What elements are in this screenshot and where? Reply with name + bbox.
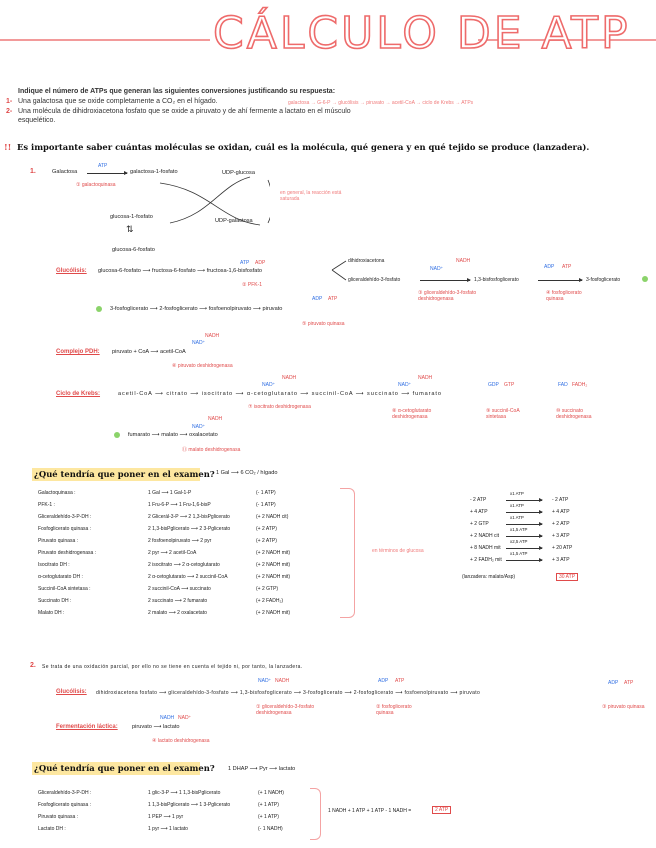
- p2-pgk-atp: ATP: [395, 678, 405, 684]
- galactosa-node: Galactosa: [52, 169, 78, 175]
- g3pdh-nadh: NADH: [456, 258, 471, 264]
- exam-1-row-eq: 2 α-cetoglutarato ⟶ 2 succinil-CoA: [148, 574, 228, 580]
- pg3-node: 3-fosfoglicerato: [586, 277, 621, 283]
- atp-label: ATP: [98, 163, 108, 169]
- akg-nad: NAD⁺: [398, 382, 412, 388]
- lanzadera-note: (lanzadera: malato/Asp): [462, 574, 516, 580]
- krebs-chain-2: fumarato ⟶ malato ⟶ oxalacetato: [128, 432, 218, 438]
- krebs-chain-1: acetil-CoA ⟶ citrato ⟶ isocitrato ⟶ α-cetoglutarato ⟶ succinil-CoA ⟶ succinato ⟶ fumarato: [118, 391, 442, 397]
- exam-1-row-eq: 2 malato ⟶ 2 oxalacetato: [148, 610, 207, 616]
- glucosa6p-node: glucosa-6-fosfato: [112, 247, 155, 253]
- exam-2-row-eq: 1 1,3-bisPglicerato ⟶ 1 3-Pglicerato: [148, 802, 231, 808]
- g3pdh-label: ③ gliceraldehído-3-fosfato deshidrogenasa: [418, 290, 477, 302]
- important-note: Es importante saber cuántas moléculas se oxidan, cuál es la molécula, qué genera y en qué tejido se produce (lanzadera).: [17, 142, 590, 152]
- total-atp-2: 2 ATP: [432, 806, 451, 814]
- idh-nadh: NADH: [282, 375, 297, 381]
- exam-2-row-name: Fosfoglicerato quinasa :: [38, 802, 92, 808]
- exam-1-row-name: Succinato DH :: [38, 598, 72, 604]
- pgk-adp: ADP: [544, 264, 555, 270]
- p2-pk-adp: ADP: [608, 680, 619, 686]
- balance-right: + 3 ATP: [552, 557, 570, 563]
- exam-1-row-note: (+ 2 ATP): [256, 526, 277, 532]
- exam-1-row-note: (+ 2 NADH mit): [256, 550, 291, 556]
- sdh-fadh2: FADH₂: [572, 382, 588, 388]
- exam-1-row-note: (+ 2 FADH₂): [256, 598, 284, 604]
- epimerasa-note: en general, la reacción está saturada: [280, 190, 342, 202]
- udp-galactosa-node: UDP-galactosa: [215, 218, 253, 224]
- exam-1-row-note: (+ 2 NADH mit): [256, 574, 291, 580]
- complejo-chain: piruvato + CoA ⟶ acetil-CoA: [112, 349, 186, 355]
- ldh-nad: NAD⁺: [178, 715, 192, 721]
- green-dot-1: [642, 276, 648, 282]
- question-2-number: 2-: [6, 108, 13, 115]
- exam-1-row-eq: 2 pyr ⟶ 2 acetil-CoA: [148, 550, 197, 556]
- balance-factor: x1,5 ATP: [510, 551, 528, 556]
- pdh-nadh: NADH: [205, 333, 220, 339]
- page-title: CÁLCULO DE ATP: [213, 8, 631, 59]
- exam-2-result: 1 NADH + 1 ATP + 1 ATP - 1 NADH =: [328, 808, 412, 814]
- exam-2-row-note: (+ 1 ATP): [258, 814, 279, 820]
- p2-g3pdh-nadh: NADH: [275, 678, 290, 684]
- exam-1-row-eq: 2 fosfoenolpiruvato ⟶ 2 pyr: [148, 538, 212, 544]
- balance-left: + 2 GTP: [470, 521, 489, 527]
- exam-1-row-note: (+ 2 NADH mit): [256, 562, 291, 568]
- important-icon: !!: [4, 142, 12, 152]
- complejo-pdh-label: Complejo PDH:: [56, 349, 100, 355]
- exam-2-row-eq: 1 PEP ⟶ 1 pyr: [148, 814, 184, 820]
- exam-1-row-eq: 2 succinato ⟶ 2 fumarato: [148, 598, 208, 604]
- exam-1-row-note: (+ 2 NADH mit): [256, 610, 291, 616]
- fermentacion-chain: piruvato ⟶ lactato: [132, 724, 180, 730]
- p2-g3pdh-label: ① gliceraldehído-3-fosfato deshidrogenasa: [256, 704, 315, 716]
- header-line-left: [0, 39, 210, 41]
- balance-arrow: [506, 536, 542, 537]
- p2-pk-label: ③ piruvato quinasa: [602, 704, 645, 710]
- exam-1-row-eq: 2 succinil-CoA ⟶ succinato: [148, 586, 211, 592]
- g3pdh-nad: NAD⁺: [430, 266, 444, 272]
- exam-1-row-name: α-cetoglutarato DH :: [38, 574, 83, 580]
- part-1-number: 1.: [30, 168, 36, 175]
- question-1-path: galactosa → G-6-P → glucólisis → piruvato → acetil-CoA → ciclo de Krebs → ATPs: [288, 100, 474, 106]
- balance-left: - 2 ATP: [470, 497, 487, 503]
- glucolisis-label: Glucólisis:: [56, 268, 87, 274]
- exam-1-row-name: Fosfoglicerato quinasa :: [38, 526, 92, 532]
- question-1-text: Una galactosa que se oxide completamente a CO₂ en el hígado.: [18, 98, 218, 105]
- exam-1-row-eq: 1 Fru-6-P ⟶ 1 Fru-1,6-bisP: [148, 502, 211, 508]
- balance-left: + 8 NADH mit: [470, 545, 501, 551]
- balance-factor: x1,5 ATP: [510, 527, 528, 532]
- p2-pgk-adp: ADP: [378, 678, 389, 684]
- g3p-node: gliceraldehído-3-fosfato: [348, 277, 401, 283]
- exam-1-row-note: (- 1 ATP): [256, 502, 276, 508]
- green-dot-2: [96, 306, 102, 312]
- question-2-text: Una molécula de dihidroxiacetona fosfato que se oxide a piruvato y de ahí fermente a lactato en el músculo: [18, 108, 351, 115]
- idh-nad: NAD⁺: [262, 382, 276, 388]
- glucosa1p-node: glucosa-1-fosfato: [110, 214, 153, 220]
- pdh-nad: NAD⁺: [192, 340, 206, 346]
- exam-1-row-name: PFK-1 :: [38, 502, 55, 508]
- galactoquinasa-label: ① galactoquinasa: [76, 182, 116, 188]
- exam-1-summary: 1 Gal ⟶ 6 CO₂ / hígado: [216, 470, 278, 476]
- idh-label: ⑦ isocitrato deshidrogenasa: [248, 404, 311, 410]
- bpg-node: 1,3-bisfosfoglicerato: [474, 277, 519, 283]
- exam-2-row-name: Lactato DH :: [38, 826, 66, 832]
- p2-pgk-label: ② fosfoglicerato quinasa: [376, 704, 412, 716]
- balance-left: + 4 ATP: [470, 509, 488, 515]
- mdh-label: ⑪ malato deshidrogenasa: [182, 447, 241, 453]
- scs-label: ⑨ succinil-CoA sintetasa: [486, 408, 520, 420]
- exam-2-row-note: (+ 1 ATP): [258, 802, 279, 808]
- exam-2-summary: 1 DHAP ⟶ Pyr ⟶ lactato: [228, 766, 296, 772]
- mdh-nadh: NADH: [208, 416, 223, 422]
- udp-glucosa-node: UDP-glucosa: [222, 170, 255, 176]
- balance-arrow: [506, 500, 542, 501]
- exam-1-heading: ¿Qué tendría que poner en el examen?: [34, 469, 215, 479]
- exam-2-row-name: Gliceraldehído-3-P-DH :: [38, 790, 92, 796]
- pfk-adp: ADP: [255, 260, 266, 266]
- exam-1-row-eq: 1 Gal ⟶ 1 Gal-1-P: [148, 490, 192, 496]
- pgk-atp: ATP: [562, 264, 572, 270]
- exam-1-row-name: Succinil-CoA sintetasa :: [38, 586, 91, 592]
- pfk-atp: ATP: [240, 260, 250, 266]
- exam-1-row-name: Isocitrato DH :: [38, 562, 70, 568]
- exam-1-row-note: (+ 2 NADH cit): [256, 514, 289, 520]
- green-dot-3: [114, 432, 120, 438]
- krebs-label: Ciclo de Krebs:: [56, 391, 101, 397]
- akg-label: ⑧ α-cetoglutarato deshidrogenasa: [392, 408, 432, 420]
- balance-arrow: [506, 560, 542, 561]
- ldh-nadh: NADH: [160, 715, 175, 721]
- balance-factor: x1 ATP: [510, 515, 524, 520]
- balance-right: + 4 ATP: [552, 509, 570, 515]
- exam-1-row-eq: 2 1,3-bisPglicerato ⟶ 2 3-Pglicerato: [148, 526, 231, 532]
- equilibrium-arrow: ⇅: [126, 224, 134, 234]
- question-2-text-cont: esquelético.: [18, 117, 56, 124]
- exam-2-heading: ¿Qué tendría que poner en el examen?: [34, 763, 215, 773]
- pfk-label: ② PFK-1: [242, 282, 263, 288]
- pg2-chain: 3-fosfoglicerato ⟶ 2-fosfoglicerato ⟶ fosfoenolpiruvato ⟶ piruvato: [110, 306, 283, 312]
- exam-1-row-name: Piruvato quinasa :: [38, 538, 79, 544]
- exam-1-bracket: [340, 488, 355, 618]
- p2-g3pdh-nad: NAD⁺: [258, 678, 272, 684]
- balance-factor: x1 ATP: [510, 503, 524, 508]
- exam-2-row-note: (+ 1 NADH): [258, 790, 284, 796]
- balance-factor: x2,5 ATP: [510, 539, 528, 544]
- question-1-number: 1-: [6, 98, 13, 105]
- glucolisis-2-label: Glucólisis:: [56, 689, 87, 695]
- balance-left: + 2 NADH cit: [470, 533, 500, 539]
- glucolisis-branch: [330, 258, 350, 288]
- exam-1-row-name: Gliceraldehído-3-P-DH :: [38, 514, 92, 520]
- balance-label: en términos de glucosa: [372, 548, 424, 554]
- dhap-node: dihidroxiacetona: [348, 258, 385, 264]
- balance-right: + 2 ATP: [552, 521, 570, 527]
- exam-1-row-note: (- 1 ATP): [256, 490, 276, 496]
- balance-arrow: [506, 512, 542, 513]
- udp-cross-curves: [150, 175, 270, 235]
- ldh-label: ④ lactato deshidrogenasa: [152, 738, 210, 744]
- sdh-fad: FAD: [558, 382, 568, 388]
- scs-gdp: GDP: [488, 382, 499, 388]
- question-intro: Indique el número de ATPs que generan las siguientes conversiones justificando su respuesta:: [18, 88, 336, 95]
- arrow-g3p: [420, 280, 470, 281]
- exam-2-row-name: Piruvato quinasa :: [38, 814, 79, 820]
- exam-2-row-eq: 1 glic-3-P ⟶ 1 1,3-bisPglicerato: [148, 790, 221, 796]
- balance-right: + 20 ATP: [552, 545, 573, 551]
- fermentacion-label: Fermentación láctica:: [56, 724, 118, 730]
- pgk-label: ④ fosfoglicerato quinasa: [546, 290, 582, 302]
- pk-label: ⑤ piruvato quinasa: [302, 321, 345, 327]
- scs-gtp: GTP: [504, 382, 515, 388]
- exam-1-row-note: (+ 2 ATP): [256, 538, 277, 544]
- exam-2-bracket: [310, 788, 321, 840]
- pk-atp: ATP: [328, 296, 338, 302]
- part-2-chain: dihidroxiacetona fosfato ⟶ gliceraldehído-3-fosfato ⟶ 1,3-bisfosfoglicerato ⟶ 3-fosfoglicerato ⟶ 2-fosfoglicerato ⟶ fosfoenolpiruvato ⟶ piruvato: [96, 690, 481, 696]
- p2-pk-atp: ATP: [624, 680, 634, 686]
- exam-1-row-name: Galactoquinasa :: [38, 490, 76, 496]
- balance-right: - 2 ATP: [552, 497, 569, 503]
- mdh-nad: NAD⁺: [192, 424, 206, 430]
- exam-1-row-name: Piruvato deshidrogenasa :: [38, 550, 97, 556]
- arrow-bpg: [538, 280, 582, 281]
- akg-nadh: NADH: [418, 375, 433, 381]
- part-2-text: Se trata de una oxidación parcial, por ello no se tiene en cuenta el tejido ni, por tanto, la lanzadera.: [42, 664, 303, 670]
- balance-left: + 2 FADH₂ mit: [470, 557, 502, 563]
- exam-1-row-eq: 2 Glicerál-3-P ⟶ 2 1,3-bisPglicerato: [148, 514, 230, 520]
- pdh-label: ⑥ piruvato deshidrogenasa: [172, 363, 233, 369]
- exam-1-row-note: (+ 2 GTP): [256, 586, 279, 592]
- balance-arrow: [506, 524, 542, 525]
- sdh-label: ⑩ succinato deshidrogenasa: [556, 408, 592, 420]
- exam-2-row-eq: 1 pyr ⟶ 1 lactato: [148, 826, 188, 832]
- exam-1-row-eq: 2 isocitrato ⟶ 2 α-cetoglutarato: [148, 562, 220, 568]
- balance-factor: x1 ATP: [510, 491, 524, 496]
- pk-adp: ADP: [312, 296, 323, 302]
- part-2-number: 2.: [30, 662, 36, 669]
- exam-1-row-name: Malato DH :: [38, 610, 65, 616]
- balance-right: + 3 ATP: [552, 533, 570, 539]
- gal1p-node: galactosa-1-fosfato: [130, 169, 178, 175]
- exam-2-row-note: (- 1 NADH): [258, 826, 283, 832]
- arrow-gal: [87, 173, 127, 174]
- balance-arrow: [506, 548, 542, 549]
- total-atp-1: 30 ATP: [556, 573, 578, 581]
- glucolisis-chain: glucosa-6-fosfato ⟶ fructosa-6-fosfato ⟶ fructosa-1,6-bisfosfato: [98, 268, 263, 274]
